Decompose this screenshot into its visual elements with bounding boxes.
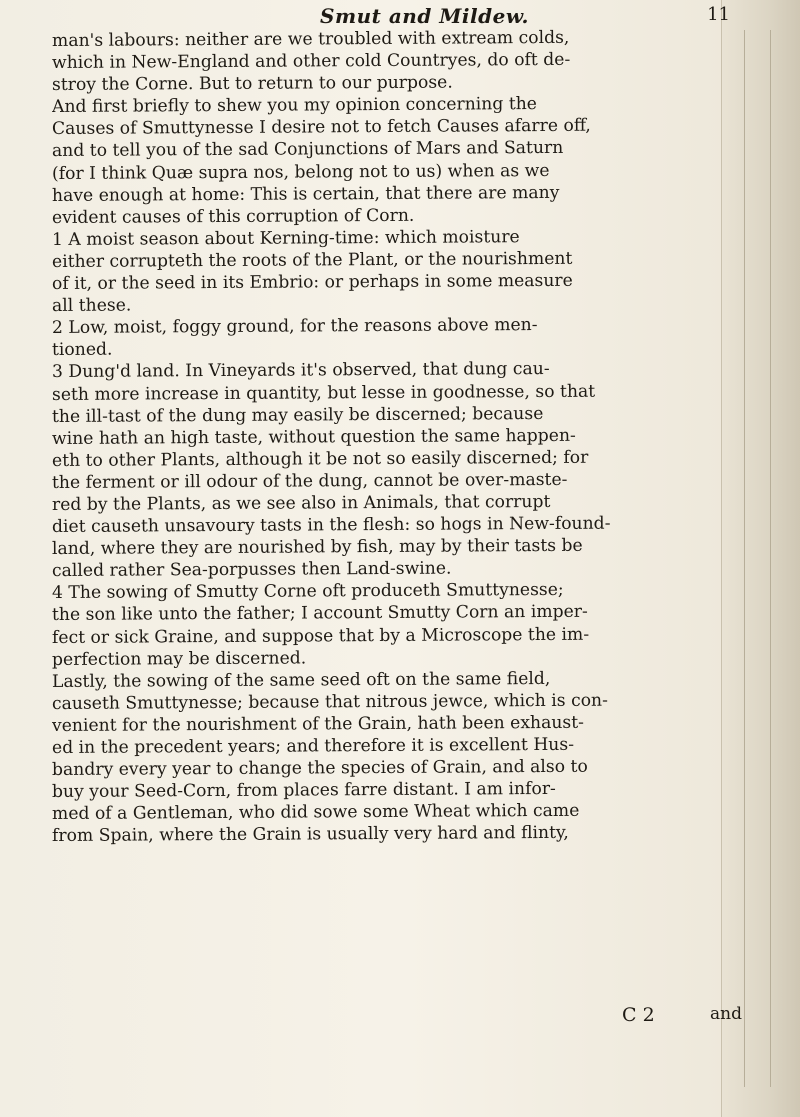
text-line: med of a Gentleman, who did sowe some Wheat which came: [51, 801, 580, 825]
text-line: land, where they are nourished by fish, may by their tasts be: [51, 535, 583, 560]
text-line: venient for the nourishment of the Grain, hath been exhaust-: [51, 712, 585, 736]
gutter-rule: [770, 30, 771, 1087]
text-line: either corrupteth the roots of the Plant, or the nourishment: [51, 248, 573, 272]
text-line: 4 The sowing of Smutty Corne oft produceth Smuttynesse;: [51, 580, 564, 604]
text-line: seth more increase in quantity, but lesse in goodnesse, so that: [51, 381, 596, 405]
text-line: the ill-tast of the dung may easily be discerned; because: [51, 403, 544, 427]
text-line: bandry every year to change the species of Grain, and also to: [51, 756, 588, 781]
text-line: evident causes of this corruption of Corn.: [51, 205, 415, 228]
text-line: which in New-England and other cold Countryes, do oft de-: [51, 49, 571, 74]
page-footer: [52, 1004, 742, 1028]
text-line: 3 Dung'd land. In Vineyards it's observed, that dung cau-: [51, 359, 550, 383]
text-line: all these.: [51, 295, 132, 317]
text-line: man's labours: neither are we troubled with extream colds,: [51, 27, 570, 51]
page-number: 11: [707, 4, 730, 25]
signature-mark: C 2: [622, 1004, 655, 1026]
text-line: and to tell you of the sad Conjunctions of Mars and Saturn: [51, 138, 564, 162]
text-line: stroy the Corne. But to return to our purpose.: [51, 72, 453, 96]
text-line: Lastly, the sowing of the same seed oft on the same field,: [51, 668, 551, 692]
text-line: from Spain, where the Grain is usually very hard and flinty,: [51, 823, 569, 847]
text-line: (for I think Quæ supra nos, belong not to us) when as we: [51, 160, 550, 184]
text-line: perfection may be discerned.: [51, 648, 307, 670]
running-head: Smut and Mildew.: [320, 4, 530, 28]
text-line: eth to other Plants, although it be not so easily discerned; for: [51, 447, 589, 471]
gutter-rule: [744, 30, 745, 1087]
text-line: the ferment or ill odour of the dung, cannot be over-maste-: [51, 469, 568, 493]
text-line: 2 Low, moist, foggy ground, for the reasons above men-: [51, 315, 538, 339]
text-line: 1 A moist season about Kerning-time: which moisture: [51, 226, 520, 250]
text-line: Causes of Smuttynesse I desire not to fetch Causes afarre off,: [51, 116, 591, 140]
text-line: ed in the precedent years; and therefore it is excellent Hus-: [51, 734, 575, 758]
text-line: buy your Seed-Corn, from places farre distant. I am infor-: [51, 779, 556, 803]
text-line: causeth Smuttynesse; because that nitrous jewce, which is con-: [51, 690, 608, 714]
text-line: wine hath an high taste, without question the same happen-: [51, 425, 576, 449]
text-line: tioned.: [51, 339, 113, 361]
text-line: the son like unto the father; I account Smutty Corn an imper-: [51, 602, 588, 626]
text-line: called rather Sea-porpusses then Land-swine.: [51, 558, 452, 582]
body-text: [51, 27, 742, 847]
catchword: and: [710, 1004, 742, 1024]
text-line: diet causeth unsavoury tasts in the flesh: so hogs in New-found-: [51, 513, 611, 538]
text-line: of it, or the seed in its Embrio: or perhaps in some measure: [51, 270, 573, 295]
text-line: fect or sick Graine, and suppose that by a Microscope the im-: [51, 624, 590, 648]
text-line: have enough at home: This is certain, that there are many: [51, 182, 560, 206]
text-line: And first briefly to shew you my opinion concerning the: [51, 94, 538, 118]
text-line: red by the Plants, as we see also in Animals, that corrupt: [51, 491, 551, 515]
